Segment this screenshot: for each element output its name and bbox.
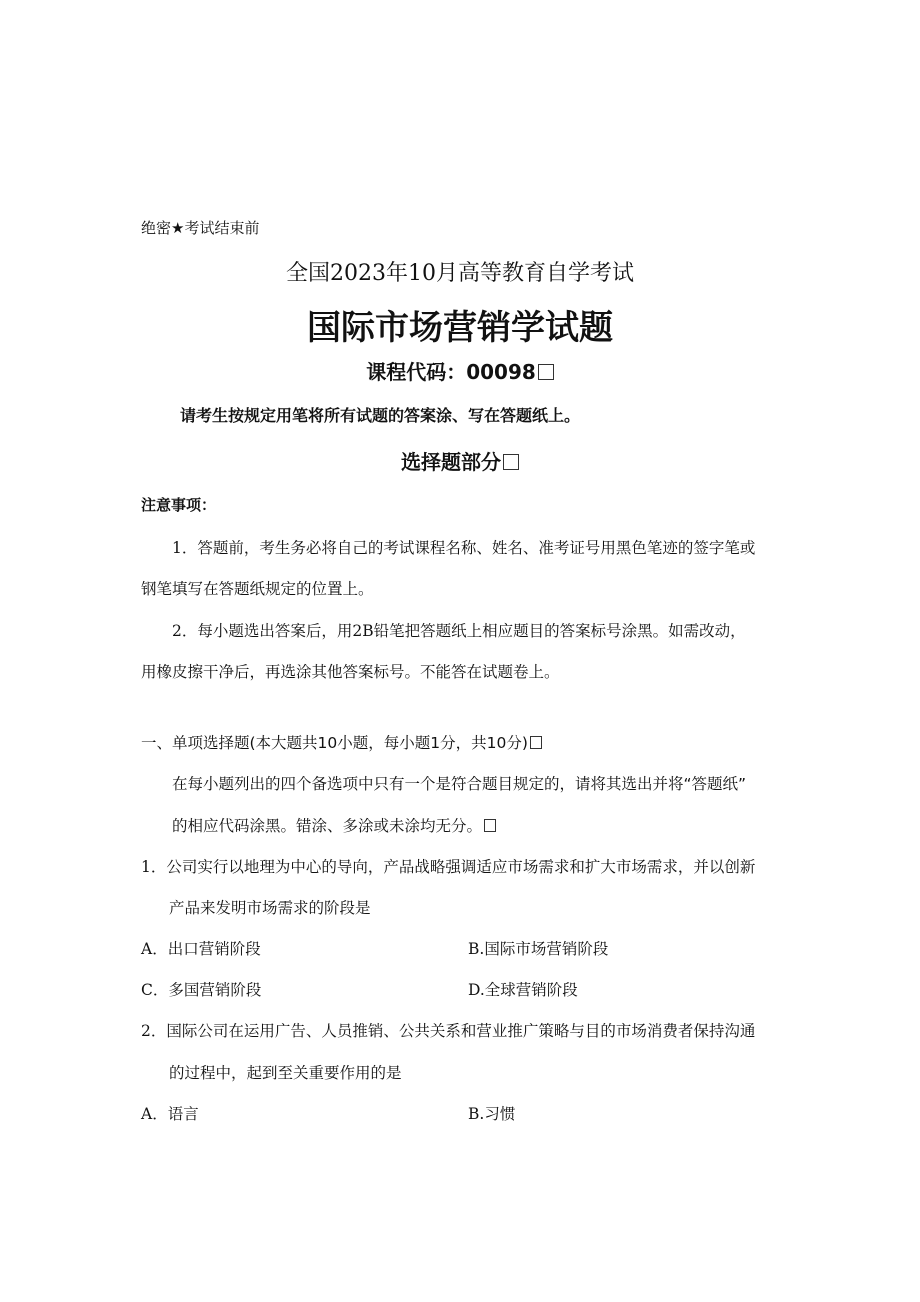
- question-1-option-c: C．多国营销阶段: [141, 981, 262, 999]
- section-title-text: 选择题部分: [401, 450, 501, 474]
- answer-instruction: 请考生按规定用笔将所有试题的答案涂、写在答题纸上。: [180, 406, 581, 425]
- part-one-desc-line-2: [172, 814, 496, 836]
- note-item-2-line-2: 用橡皮擦干净后，再选涂其他答案标号。不能答在试题卷上。: [141, 663, 560, 681]
- part-one-heading: [141, 731, 542, 753]
- course-code: [0, 356, 920, 385]
- question-2-stem-line-2: 的过程中，起到至关重要作用的是: [169, 1064, 402, 1082]
- placeholder-box-icon: [484, 819, 496, 831]
- confidential-label: 绝密★考试结束前: [141, 219, 260, 237]
- question-1-stem-line-2: 产品来发明市场需求的阶段是: [169, 899, 371, 917]
- placeholder-box-icon: [503, 454, 519, 470]
- note-item-2-line-1: 2．每小题选出答案后，用2B铅笔把答题纸上相应题目的答案标号涂黑。如需改动，: [172, 622, 746, 640]
- question-1-stem-line-1: 1．公司实行以地理为中心的导向，产品战略强调适应市场需求和扩大市场需求，并以创新: [141, 858, 756, 876]
- notes-heading: 注意事项：: [141, 496, 217, 514]
- question-1-option-b: B.国际市场营销阶段: [468, 940, 609, 958]
- course-code-text: 课程代码：00098: [366, 360, 536, 384]
- question-2-stem-line-1: 2．国际公司在运用广告、人员推销、公共关系和营业推广策略与目的市场消费者保持沟通: [141, 1022, 756, 1040]
- question-1-option-d: D.全球营销阶段: [468, 981, 578, 999]
- note-item-1-line-1: 1．答题前，考生务必将自己的考试课程名称、姓名、准考证号用黑色笔迹的签字笔或: [172, 539, 756, 557]
- question-1-option-a: A．出口营销阶段: [141, 940, 261, 958]
- question-2-option-b: B.习惯: [468, 1105, 516, 1123]
- question-2-option-a: A．语言: [141, 1105, 199, 1123]
- placeholder-box-icon: [530, 736, 542, 748]
- part-one-heading-text: 一、单项选择题(本大题共10小题，每小题1分，共10分): [141, 734, 528, 752]
- section-title: [0, 446, 920, 475]
- part-one-desc-text: 的相应代码涂黑。错涂、多涂或未涂均无分。: [172, 817, 483, 835]
- page-title: 国际市场营销学试题: [307, 308, 613, 348]
- part-one-desc-line-1: 在每小题列出的四个备选项中只有一个是符合题目规定的，请将其选出并将“答题纸”: [172, 775, 747, 793]
- exam-name: 全国2023年10月高等教育自学考试: [286, 261, 634, 286]
- placeholder-box-icon: [538, 364, 554, 380]
- note-item-1-line-2: 钢笔填写在答题纸规定的位置上。: [141, 580, 374, 598]
